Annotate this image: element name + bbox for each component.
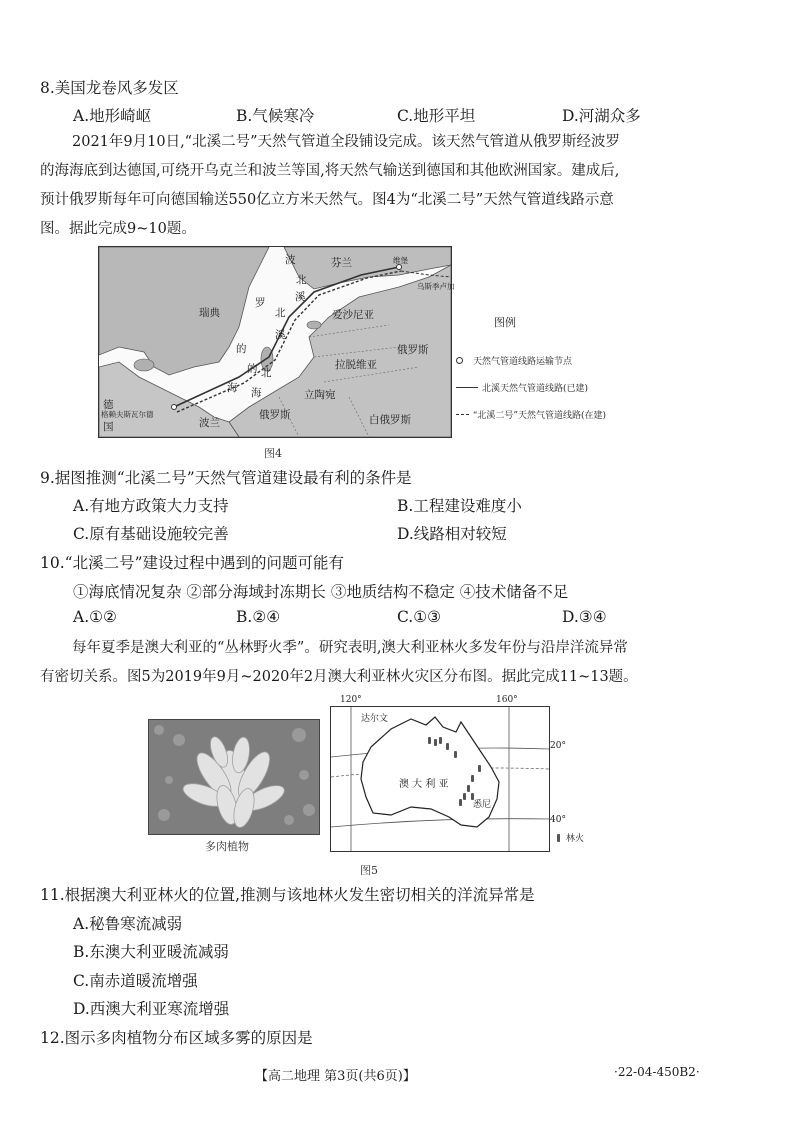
legend-title: 图例 xyxy=(494,316,516,329)
label-russia: 俄罗斯 xyxy=(397,344,429,356)
passage1-line3: 预计俄罗斯每年可向德国输送550亿立方米天然气。图4为“北溪二号”天然气管道线路示意 xyxy=(40,192,614,208)
label-australia: 澳 大 利 亚 xyxy=(399,779,449,790)
page-footer-code: ·22-04-450B2· xyxy=(614,1065,700,1079)
label-greifswald: 格赖夫斯瓦尔德 xyxy=(101,410,154,419)
q8-option-b: B.气候寒冷 xyxy=(236,107,315,125)
greifswald-node xyxy=(172,405,177,410)
figure4-map xyxy=(98,246,455,438)
label-sea-2: 罗 xyxy=(255,297,266,309)
label-russia-kaliningrad: 俄罗斯 xyxy=(259,409,291,421)
label-sea-4: 海 xyxy=(227,382,238,394)
label-sweden: 瑞典 xyxy=(199,307,220,319)
legend-fire xyxy=(557,831,584,844)
label-estonia: 爱沙尼亚 xyxy=(332,309,374,321)
q11-option-b: B.东澳大利亚暖流减弱 xyxy=(73,943,229,961)
figure4-caption: 图4 xyxy=(264,447,282,460)
australia-map xyxy=(330,706,550,852)
q8-stem: 8.美国龙卷风多发区 xyxy=(40,79,179,97)
q10-items: ①海底情况复杂 ②部分海域封冻期长 ③地质结构不稳定 ④技术储备不足 xyxy=(73,583,569,601)
q8-option-a: A.地形崎岖 xyxy=(73,107,152,125)
q9-option-c: C.原有基础设施较完善 xyxy=(73,525,229,543)
page-footer-left: 【高二地理 第3页(共6页)】 xyxy=(255,1069,416,1084)
australia-outline xyxy=(361,717,499,827)
q12-stem: 12.图示多肉植物分布区域多雾的原因是 xyxy=(40,1029,313,1047)
legend-node-label: 天然气管道线路运输节点 xyxy=(473,357,573,367)
label-lon-160: 160° xyxy=(496,695,518,705)
photo-caption: 多肉植物 xyxy=(205,840,249,853)
q8-option-d: D.河湖众多 xyxy=(562,107,641,125)
legend-row-built xyxy=(456,381,606,394)
q11-option-d: D.西澳大利亚寒流增强 xyxy=(73,1000,230,1018)
q10-option-c: C.①③ xyxy=(397,608,442,626)
legend-building-label: “北溪二号”天然气管道线路(在建) xyxy=(472,411,606,421)
island xyxy=(307,321,321,329)
figure4-legend xyxy=(456,314,606,421)
legend-built-label: 北溪天然气管道线路(已建) xyxy=(482,384,589,394)
label-sea-1: 波 xyxy=(285,254,296,266)
q11-stem: 11.根据澳大利亚林火的位置,推测与该地林火发生密切相关的洋流异常是 xyxy=(40,886,535,904)
label-finland: 芬兰 xyxy=(331,257,352,269)
q9-stem: 9.据图推测“北溪二号”天然气管道建设最有利的条件是 xyxy=(40,469,412,487)
label-sea-9: 的 xyxy=(247,363,258,375)
label-ust-luga: 乌斯季卢加 xyxy=(417,282,455,291)
label-poland: 波兰 xyxy=(199,417,220,429)
q10-option-d: D.③④ xyxy=(562,608,607,626)
passage-nord-stream xyxy=(40,128,720,244)
parallel-40 xyxy=(331,819,549,827)
q10-stem: 10.“北溪二号”建设过程中遇到的问题可能有 xyxy=(40,554,344,572)
label-darwin: 达尔文 xyxy=(361,714,389,724)
passage1-line1: 2021年9月10日,“北溪二号”天然气管道全段铺设完成。该天然气管道从俄罗斯经波罗 xyxy=(72,134,621,150)
passage2-line1: 每年夏季是澳大利亚的“丛林野火季”。研究表明,澳大利亚林火多发年份与沿岸洋流异常 xyxy=(72,640,628,656)
label-sea-3: 的 xyxy=(236,343,247,355)
q9-option-b: B.工程建设难度小 xyxy=(397,497,522,515)
label-sea-6: 溪 xyxy=(275,329,286,341)
passage-australia-fire xyxy=(40,634,720,692)
label-sea-11: 海 xyxy=(251,387,262,399)
q8-option-c: C.地形平坦 xyxy=(397,107,476,125)
label-lon-120: 120° xyxy=(340,695,362,705)
fire-icon xyxy=(557,834,560,842)
figure5-caption: 图5 xyxy=(360,864,378,877)
label-lat-20: 20° xyxy=(550,741,566,751)
q9-option-d: D.线路相对较短 xyxy=(397,525,507,543)
label-belarus: 白俄罗斯 xyxy=(369,414,411,426)
label-vyborg: 维堡 xyxy=(393,256,408,265)
island xyxy=(134,359,154,371)
solid-line-icon xyxy=(456,387,478,388)
label-sydney: 悉尼 xyxy=(473,800,492,810)
label-lat-40: 40° xyxy=(550,815,566,825)
node-marker-icon xyxy=(456,357,463,364)
label-sea-8: 溪 xyxy=(295,291,306,303)
label-sea-10: 北 xyxy=(261,367,272,379)
label-sea-7: 北 xyxy=(296,274,307,286)
q9-option-a: A.有地方政策大力支持 xyxy=(73,497,229,515)
label-germany-1: 德 xyxy=(103,399,114,411)
passage2-line2: 有密切关系。图5为2019年9月~2020年2月澳大利亚林火灾区分布图。据此完成11~13题。 xyxy=(40,669,638,685)
label-latvia: 拉脱维亚 xyxy=(335,359,377,371)
label-lithuania: 立陶宛 xyxy=(304,389,336,401)
succulent-image xyxy=(149,720,319,834)
q10-option-b: B.②④ xyxy=(236,608,281,626)
passage1-line2: 的海海底到达德国,可绕开乌克兰和波兰等国,将天然气输送到德国和其他欧洲国家。建成后, xyxy=(40,163,620,179)
q10-option-a: A.①② xyxy=(73,608,117,626)
legend-fire-label: 林火 xyxy=(566,834,585,844)
q11-option-c: C.南赤道暖流增强 xyxy=(73,972,198,990)
q11-option-a: A.秘鲁寒流减弱 xyxy=(73,915,183,933)
succulent-photo xyxy=(148,719,320,835)
passage1-line4: 图。据此完成9~10题。 xyxy=(40,221,196,237)
legend-row-building xyxy=(456,408,606,421)
dashed-line-icon xyxy=(456,414,469,415)
label-germany-2: 国 xyxy=(103,421,114,433)
legend-row-node xyxy=(456,354,606,367)
label-sea-5: 北 xyxy=(275,307,286,319)
